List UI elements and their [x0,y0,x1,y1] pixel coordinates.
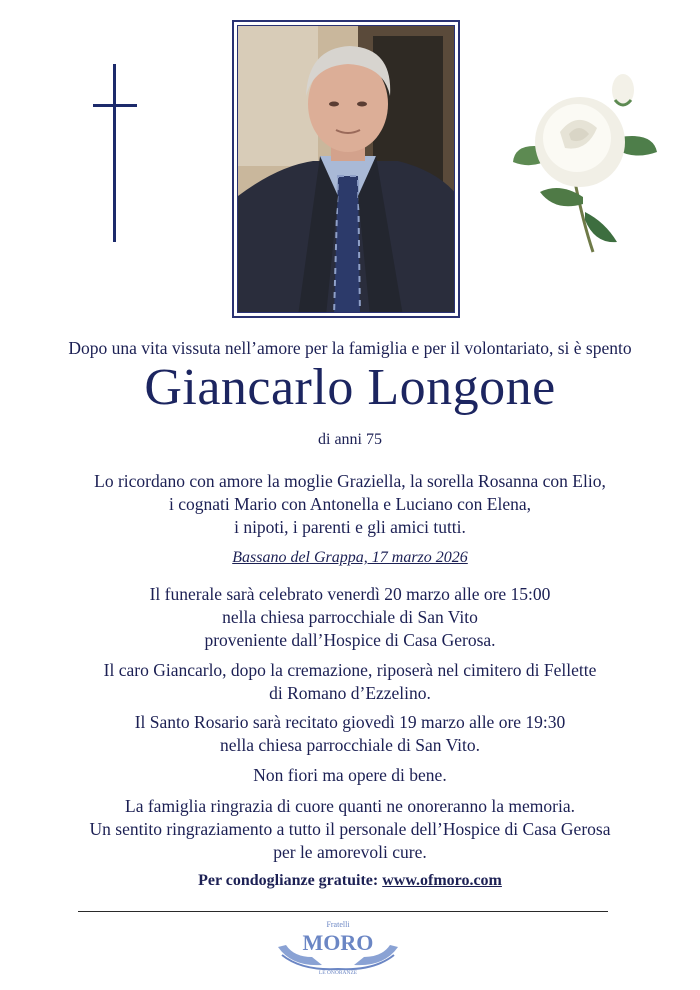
svg-text:Fratelli: Fratelli [326,920,350,929]
condolences-label: Per condoglianze gratuite: [198,872,379,889]
place-date: Bassano del Grappa, 17 marzo 2026 [232,549,468,566]
rosary-line: Il Santo Rosario sarà recitato giovedì 19 marzo alle ore 19:30 [134,712,566,732]
funeral-line: Il funerale sarà celebrato venerdì 20 marzo alle ore 15:00 [149,584,551,604]
rosary-line: nella chiesa parrocchiale di San Vito. [219,735,481,755]
latin-cross-icon [93,64,137,244]
burial-line: Il caro Giancarlo, dopo la cremazione, riposerà nel cimitero di Fellette [103,660,597,680]
funeral-paragraph [0,583,700,652]
condolences-line [0,872,700,890]
portrait-photo [237,25,455,313]
svg-text:MORO: MORO [302,930,374,955]
mourners-line: i nipoti, i parenti e gli amici tutti. [234,517,466,537]
divider [78,911,608,912]
funeral-home-logo [272,917,404,975]
white-rose-icon [505,62,665,262]
thanks-paragraph [0,795,700,864]
mourners-paragraph [0,470,700,539]
mourners-line: Lo ricordano con amore la moglie Graziella, la sorella Rosanna con Elio, [94,471,606,491]
mourners-line: i cognati Mario con Antonella e Luciano con Elena, [168,494,532,514]
deceased-name: Giancarlo Longone [144,359,556,416]
thanks-line: La famiglia ringrazia di cuore quanti ne onoreranno la memoria. [125,796,575,816]
burial-line: di Romano d’Ezzelino. [269,683,431,703]
rosary-paragraph [0,711,700,757]
thanks-line: Un sentito ringraziamento a tutto il personale dell’Hospice di Casa Gerosa [89,819,611,839]
svg-text:LE ONORANZE: LE ONORANZE [318,970,358,975]
thanks-line: per le amorevoli cure. [273,842,427,862]
deceased-age: di anni 75 [318,431,382,448]
condolences-link[interactable]: www.ofmoro.com [382,872,502,889]
intro-text: Dopo una vita vissuta nell’amore per la famiglia e per il volontariato, si è spento [68,338,632,358]
funeral-line: proveniente dall’Hospice di Casa Gerosa. [204,630,496,650]
flowers-note: Non fiori ma opere di bene. [253,765,447,785]
portrait-photo-frame [232,20,460,318]
funeral-line: nella chiesa parrocchiale di San Vito [222,607,478,627]
burial-paragraph [0,659,700,705]
